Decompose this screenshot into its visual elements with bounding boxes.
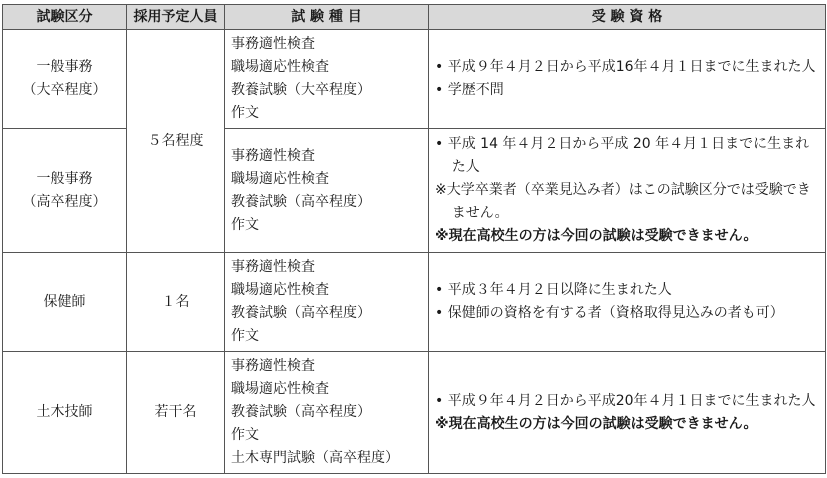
exam-item: 作文 bbox=[231, 216, 259, 233]
table-row bbox=[3, 129, 826, 253]
exam-item: 教養試験（高卒程度） bbox=[231, 305, 371, 321]
exam-item: 作文 bbox=[231, 427, 259, 443]
exam-item: 職場適応性検査 bbox=[231, 59, 329, 75]
exams-cell bbox=[225, 129, 429, 253]
exams-cell bbox=[225, 352, 429, 474]
qualification-note: ※大学卒業者（卒業見込み者）はこの試験区分では受験できません。 bbox=[435, 182, 811, 221]
recruits-cell: １名 bbox=[127, 253, 225, 352]
table-row bbox=[3, 352, 826, 474]
exam-item: 作文 bbox=[231, 105, 259, 121]
exams-cell bbox=[225, 253, 429, 352]
recruits-cell: 若干名 bbox=[127, 352, 225, 474]
table-row bbox=[3, 253, 826, 352]
qualification-item: • 平成９年４月２日から平成20年４月１日までに生まれた人 bbox=[435, 392, 816, 409]
exam-item: 教養試験（高卒程度） bbox=[231, 193, 371, 210]
qualification-note-bold: ※現在高校生の方は今回の試験は受験できません。 bbox=[435, 228, 758, 244]
table-header-row bbox=[3, 5, 826, 30]
qualification-item: • 平成 14 年４月２日から平成 20 年４月１日までに生まれた人 bbox=[435, 136, 810, 175]
category-cell bbox=[3, 253, 127, 352]
header-qualification: 受 験 資 格 bbox=[429, 5, 826, 30]
category-name: 土木技師 bbox=[36, 404, 93, 420]
category-cell bbox=[3, 30, 127, 129]
category-level: （高卒程度） bbox=[22, 193, 107, 210]
category-name: 保健師 bbox=[43, 293, 86, 310]
category-name: 一般事務 bbox=[36, 170, 93, 187]
qualification-item: • 保健師の資格を有する者（資格取得見込みの者も可） bbox=[435, 305, 784, 321]
exam-item: 教養試験（大卒程度） bbox=[231, 82, 371, 98]
qualification-item: • 平成３年４月２日以降に生まれた人 bbox=[435, 282, 672, 298]
qualification-note-bold: ※現在高校生の方は今回の試験は受験できません。 bbox=[435, 415, 758, 432]
exam-table bbox=[2, 4, 826, 474]
exam-item: 作文 bbox=[231, 328, 259, 344]
header-recruits: 採用予定人員 bbox=[127, 5, 225, 30]
recruits-cell: ５名程度 bbox=[127, 30, 225, 253]
exam-item: 職場適応性検査 bbox=[231, 381, 329, 397]
header-category: 試験区分 bbox=[3, 5, 127, 30]
qualification-cell bbox=[429, 30, 826, 129]
qualification-item: • 平成９年４月２日から平成16年４月１日までに生まれた人 bbox=[435, 59, 816, 75]
table-row bbox=[3, 30, 826, 129]
qualification-cell bbox=[429, 129, 826, 253]
category-cell bbox=[3, 352, 127, 474]
exam-item: 教養試験（高卒程度） bbox=[231, 404, 371, 420]
exam-item: 事務適性検査 bbox=[231, 147, 315, 164]
qualification-item: • 学歴不問 bbox=[435, 82, 504, 98]
exam-item: 事務適性検査 bbox=[231, 358, 315, 374]
qualification-cell bbox=[429, 253, 826, 352]
exam-item: 事務適性検査 bbox=[231, 36, 315, 52]
category-level: （大卒程度） bbox=[22, 82, 107, 98]
exam-item: 事務適性検査 bbox=[231, 259, 315, 275]
exam-item: 土木専門試験（高卒程度） bbox=[231, 450, 399, 466]
category-name: 一般事務 bbox=[36, 59, 93, 75]
exam-item: 職場適応性検査 bbox=[231, 282, 329, 298]
qualification-cell bbox=[429, 352, 826, 474]
exams-cell bbox=[225, 30, 429, 129]
category-cell bbox=[3, 129, 127, 253]
exam-item: 職場適応性検査 bbox=[231, 170, 329, 187]
header-exams: 試 験 種 目 bbox=[225, 5, 429, 30]
